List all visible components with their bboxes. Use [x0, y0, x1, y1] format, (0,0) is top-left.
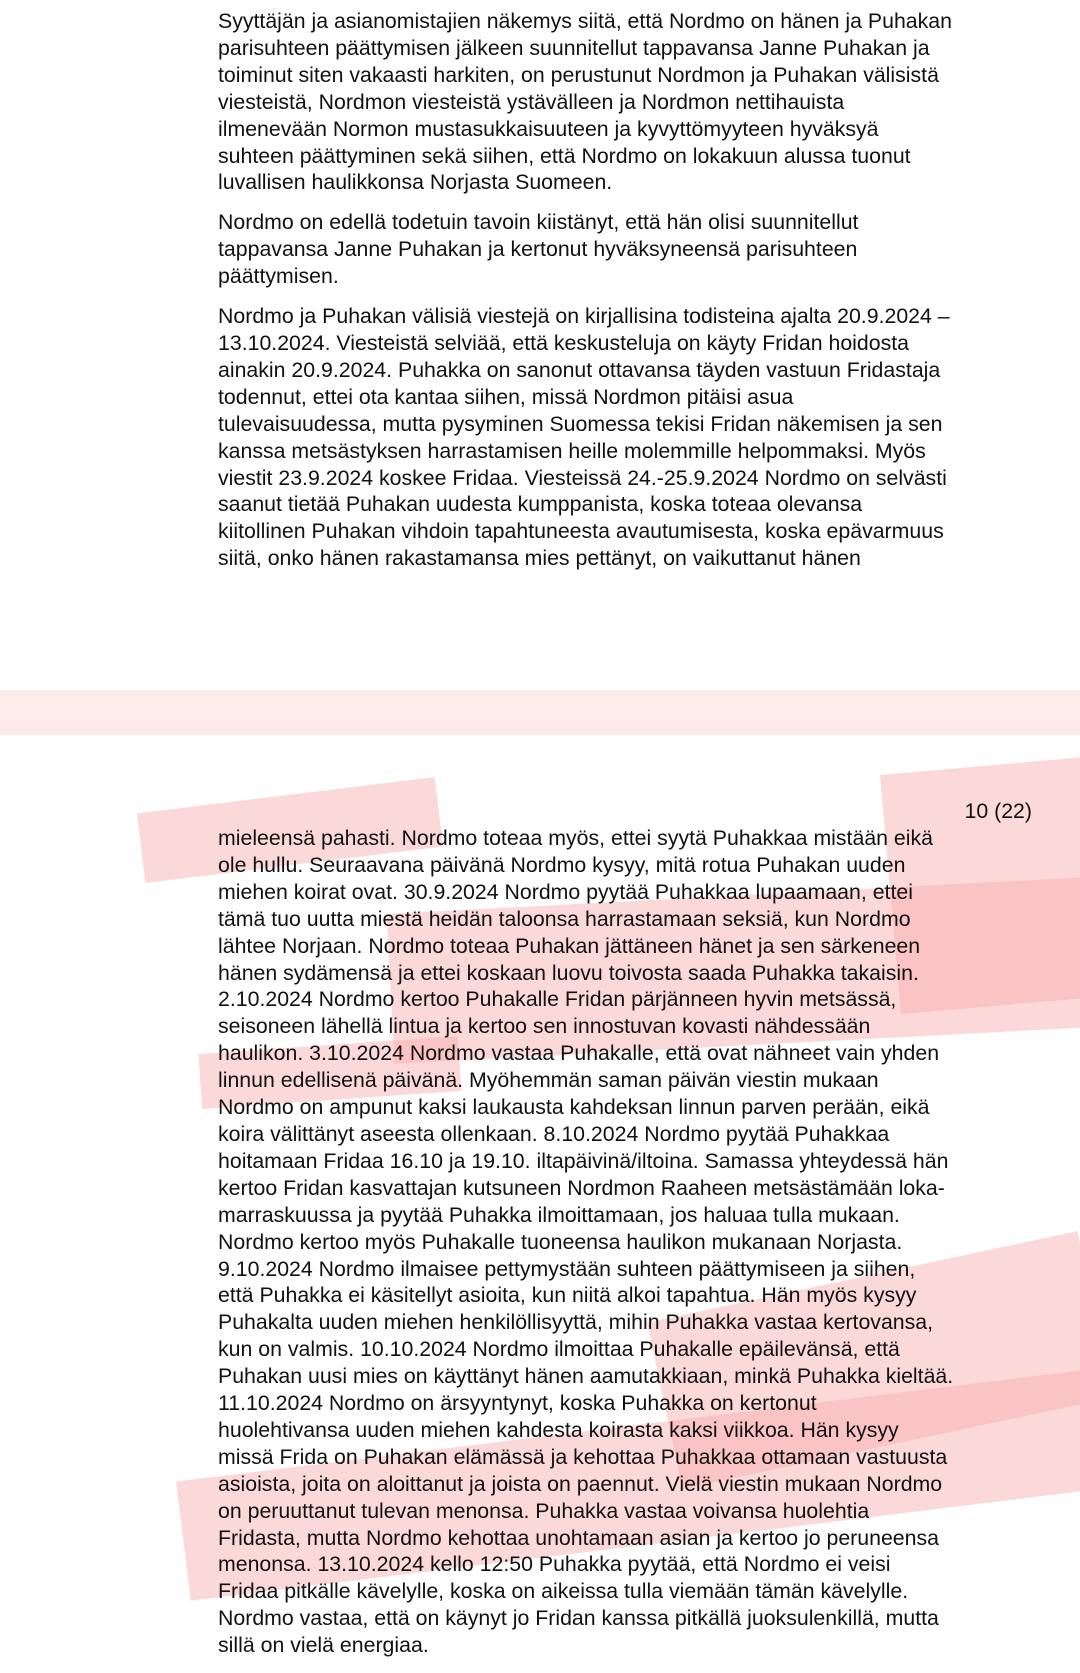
page-separator [0, 690, 1080, 735]
page-number: 10 (22) [964, 799, 1032, 823]
paragraph: Syyttäjän ja asianomistajien näkemys siitä, että Nordmo on hänen ja Puhakan parisuhteen päättymisen jälkeen suunnitellut tappavansa Janne Puhakan ja toiminut siten vakaasti harkiten, on perustunut Nordmon ja Puhakan välisistä viesteistä, Nordmon viesteistä ystävälleen ja Nordmon nettihauista ilmenevään Normon mustasukkaisuuteen ja kyvyttömyyteen hyväksyä suhteen päättyminen sekä siihen, että Nordmo on lokakuun alussa tuonut luvallisen haulikkonsa Norjasta Suomeen. [218, 9, 952, 195]
document-page-10 [0, 735, 1080, 1673]
document-page-9 [0, 0, 1080, 690]
page-body[interactable] [218, 825, 1048, 1672]
page-body[interactable] [218, 8, 1048, 585]
paragraph: Nordmo on edellä todetuin tavoin kiistänyt, että hän olisi suunnitellut tappavansa Janne Puhakan ja kertonut hyväksyneensä parisuhteen päättymisen. [218, 210, 859, 289]
paragraph: Nordmo ja Puhakan välisiä viestejä on kirjallisina todisteina ajalta 20.9.2024 – 13.10.2024. Viesteistä selviää, että keskusteluja on käyty Fridan hoidosta ainakin 20.9.2024. Puhakka on sanonut ottavansa täyden vastuun Fridastaja todennut, ettei ota kantaa siihen, missä Nordmon pitäisi asua tulevaisuudessa, mutta pysyminen Suomessa tekisi Fridan näkemisen ja sen kanssa metsästyksen harrastamisen heille molemmille helpommaksi. Myös viestit 23.9.2024 koskee Fridaa. Viesteissä 24.-25.9.2024 Nordmo on selvästi saanut tietää Puhakan uudesta kumppanista, koska toteaa olevansa kiitollinen Puhakan vihdoin tapahtuneesta avautumisesta, koska epävarmuus siitä, onko hänen rakastamansa mies pettänyt, on vaikuttanut hänen [218, 304, 950, 571]
paragraph: mieleensä pahasti. Nordmo toteaa myös, ettei syytä Puhakkaa mistään eikä ole hullu. Seuraavana päivänä Nordmo kysyy, mitä rotua Puhakan uuden miehen koirat ovat. 30.9.2024 Nordmo pyytää Puhakkaa lupaamaan, ettei tämä tuo uutta miestä heidän taloonsa harrastamaan seksiä, kun Nordmo lähtee Norjaan. Nordmo toteaa Puhakan jättäneen hänet ja sen särkeneen hänen sydämensä ja ettei koskaan luovu toivosta saada Puhakka takaisin. 2.10.2024 Nordmo kertoo Puhakalle Fridan pärjänneen hyvin metsässä, seisoneen lähellä lintua ja kertoo sen innostuvan kovasti nähdessään haulikon. 3.10.2024 Nordmo vastaa Puhakalle, että ovat nähneet vain yhden linnun edellisenä päivänä. Myöhemmän saman päivän viestin mukaan Nordmo on ampunut kaksi laukausta kahdeksan linnun parven perään, eikä koira välittänyt aseesta ollenkaan. 8.10.2024 Nordmo pyytää Puhakkaa hoitamaan Fridaa 16.10 ja 19.10. iltapäivinä/iltoina. Samassa yhteydessä hän kertoo Fridan kasvattajan kutsuneen Nordmon Raaheen metsästämään loka- marraskuussa ja pyytää Puhakka ilmoittamaan, jos haluaa tulla mukaan. Nordmo kertoo myös Puhakalle tuoneensa haulikon mukanaan Norjasta. 9.10.2024 Nordmo ilmaisee pettymystään suhteen päättymiseen ja siihen, että Puhakka ei käsitellyt asioita, kun niitä alkoi tapahtua. Hän myös kysyy Puhakalta uuden miehen henkilöllisyyttä, mihin Puhakka vastaa kertovansa, kun on valmis. 10.10.2024 Nordmo ilmoittaa Puhakalle epäilevänsä, että Puhakan uusi mies on käyttänyt hänen aamutakkiaan, minkä Puhakka kieltää. 11.10.2024 Nordmo on ärsyyntynyt, koska Puhakka on kertonut huolehtivansa uuden miehen kahdesta koirasta kaksi viikkoa. Hän kysyy missä Frida on Puhakan elämässä ja kehottaa Puhakkaa ottamaan vastuusta asioista, joita on aloittanut ja joista on paennut. Vielä viestin mukaan Nordmo on peruuttanut tulevan menonsa. Puhakka vastaa voivansa huolehtia Fridasta, mutta Nordmo kehottaa unohtamaan asian ja kertoo jo peruneensa menonsa. 13.10.2024 kello 12:50 Puhakka pyytää, että Nordmo ei veisi Fridaa pitkälle kävelylle, koska on aikeissa tulla viemään tämän kävelylle. Nordmo vastaa, että on käynyt jo Fridan kanssa pitkällä juoksulenkillä, mutta sillä on vielä energiaa. [218, 826, 954, 1658]
